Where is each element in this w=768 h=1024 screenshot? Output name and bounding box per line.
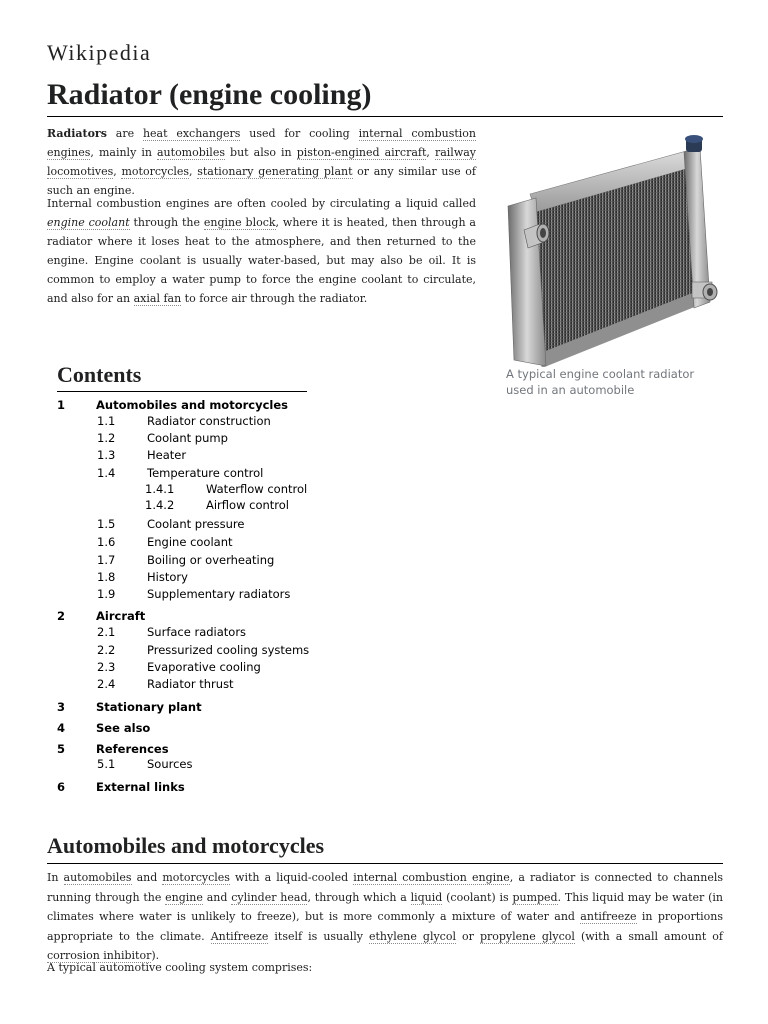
toc-link-airflow-control[interactable]: Airflow control [206,498,289,512]
link-propylene-glycol[interactable]: propylene glycol [479,929,575,943]
toc-number: 3 [57,700,66,714]
toc-link-radiator-thrust[interactable]: Radiator thrust [147,677,234,691]
toc-link-external-links[interactable]: External links [96,780,185,794]
toc-number: 2.2 [97,643,116,657]
toc-number: 1.4.1 [145,482,175,496]
link-automobiles[interactable]: automobiles [157,146,225,159]
toc-number: 5 [57,742,66,756]
link-ethylene-glycol[interactable]: ethylene glycol [369,929,456,943]
lead-paragraph-2: Internal combustion engines are often cooled by circulating a liquid called engine coolant through the engine block, where it is heated, then through a radiator where it loses heat to the atmosphere, and then returned to the engine. Engine coolant is usually water-based, but may also be oil. It is common to employ a water pump to force the engine coolant to circulate, and also for an axial fan to force air through the radiator. [47,197,476,305]
toc-number: 6 [57,780,66,794]
toc-number: 5.1 [97,757,116,771]
radiator-image[interactable] [500,132,723,367]
toc-number: 1.1 [97,414,116,428]
toc-link-boiling-or-overheating[interactable]: Boiling or overheating [147,553,275,567]
link-corrosion-inhibitor[interactable]: corrosion inhibitor [47,949,152,962]
toc-link-references[interactable]: References [96,742,169,756]
toc-link-surface-radiators[interactable]: Surface radiators [147,625,247,639]
toc-number: 2.4 [97,677,116,691]
toc-link-radiator-construction[interactable]: Radiator construction [147,414,271,428]
toc-number: 2.3 [97,660,116,674]
toc-link-engine-coolant[interactable]: Engine coolant [147,535,233,549]
page-title: Radiator (engine cooling) [47,78,723,117]
toc-link-see-also[interactable]: See also [96,721,151,735]
toc-link-evaporative-cooling[interactable]: Evaporative cooling [147,660,261,674]
toc-number: 1.6 [97,535,116,549]
toc-number: 2 [57,609,66,623]
link-piston-engined-aircraft[interactable]: piston-engined aircraft [296,146,427,159]
link-antifreeze-2[interactable]: Antifreeze [210,929,269,943]
toc-link-supplementary-radiators[interactable]: Supplementary radiators [147,587,291,601]
toc-number: 1.3 [97,448,116,462]
toc-number: 2.1 [97,625,116,639]
section-heading: Automobiles and motorcycles [47,833,723,864]
link-engine-coolant[interactable]: engine coolant [47,216,130,229]
toc-link-heater[interactable]: Heater [147,448,187,462]
toc-title: Contents [57,362,307,392]
toc-number: 1.4 [97,466,116,480]
link-antifreeze[interactable]: antifreeze [580,910,637,923]
link-stationary-generating-plant[interactable]: stationary generating plant [197,165,353,178]
toc-number: 1.8 [97,570,116,584]
link-cylinder-head[interactable]: cylinder head [231,890,308,904]
toc-link-pressurized-cooling-systems[interactable]: Pressurized cooling systems [147,643,310,657]
link-heat-exchangers[interactable]: heat exchangers [142,127,241,140]
link-internal-combustion-engines[interactable]: internal combustion engines [47,127,476,159]
toc-number: 1.2 [97,431,116,445]
section-paragraph-2: A typical automotive cooling system comprises: [47,961,313,974]
toc-link-history[interactable]: History [147,570,188,584]
toc-link-automobiles-and-motorcycles[interactable]: Automobiles and motorcycles [96,398,288,412]
bold-term: Radiators [47,127,107,140]
toc-number: 1 [57,398,66,412]
toc-number: 1.4.2 [145,498,175,512]
toc-number: 1.9 [97,587,116,601]
link-pumped[interactable]: pumped [512,890,558,904]
link-axial-fan[interactable]: axial fan [133,292,182,305]
toc-link-aircraft[interactable]: Aircraft [96,609,146,623]
lead-paragraph-1: Radiators are heat exchangers used for cooling internal combustion engines, mainly in automobiles but also in piston-engined aircraft, railway locomotives, motorcycles, stationary generating plant or any similar use of such an engine. [47,127,477,197]
link-engine-block[interactable]: engine block [203,216,276,229]
figure-caption: A typical engine coolant radiator used in an automobile [506,367,695,397]
link-engine[interactable]: engine [165,890,203,904]
link-railway-locomotives[interactable]: railway locomotives [47,146,477,178]
toc-number: 1.7 [97,553,116,567]
toc-number: 1.5 [97,517,116,531]
toc-number: 4 [57,721,66,735]
link-liquid[interactable]: liquid [410,890,443,904]
toc-link-temperature-control[interactable]: Temperature control [147,466,264,480]
wikipedia-logo[interactable]: Wikipedia [47,40,152,65]
link-automobiles-2[interactable]: automobiles [63,871,132,884]
link-motorcycles[interactable]: motorcycles [121,165,190,178]
toc-link-sources[interactable]: Sources [147,757,193,771]
toc-link-coolant-pump[interactable]: Coolant pump [147,431,228,445]
toc-link-stationary-plant[interactable]: Stationary plant [96,700,202,714]
toc-link-waterflow-control[interactable]: Waterflow control [206,482,308,496]
link-internal-combustion-engine[interactable]: internal combustion engine [353,871,510,884]
toc-link-coolant-pressure[interactable]: Coolant pressure [147,517,245,531]
link-motorcycles-2[interactable]: motorcycles [162,871,230,884]
section-paragraph-1: In automobiles and motorcycles with a liquid-cooled internal combustion engine, a radiator is connected to channels running through the engine and cylinder head, through which a liquid (coolant) is pumped. This liquid may be water (in climates where water is unlikely to freeze), but is more commonly a mixture of water and antifreeze in proportions appropriate to the climate. Antifreeze itself is usually ethylene glycol or propylene glycol (with a small amount of corrosion inhibitor). [47,871,724,962]
